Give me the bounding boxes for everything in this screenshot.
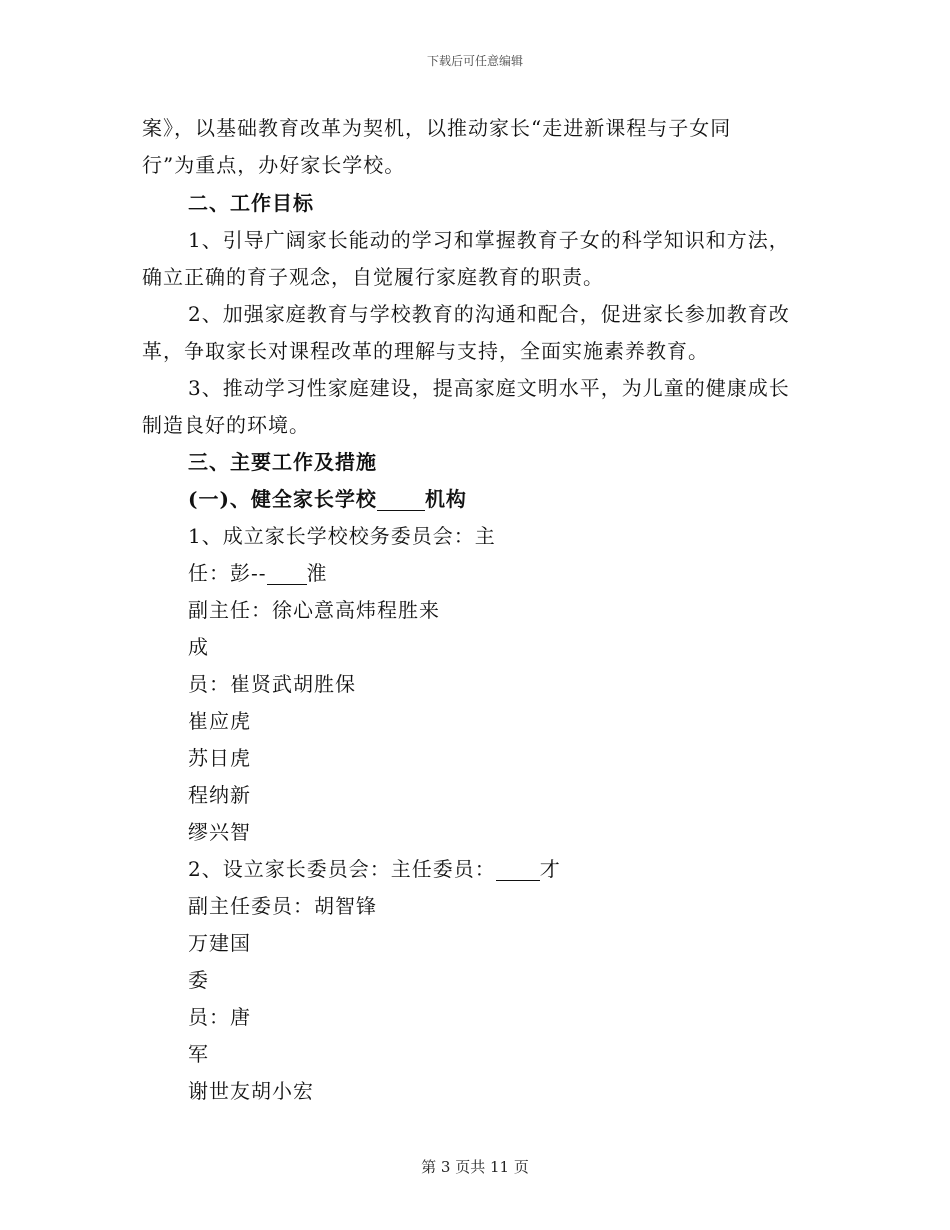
member-name: 苏日虎 bbox=[188, 746, 251, 770]
intro-line-1: 案》，以基础教育改革为契机，以推动家长“走进新课程与子女同 bbox=[142, 116, 732, 140]
item-1: 1、成立家长学校校务委员会：主 bbox=[188, 524, 496, 548]
blank-underline bbox=[496, 860, 540, 881]
subsection-1-suffix: 机构 bbox=[424, 487, 467, 511]
director-prefix: 任：彭-- bbox=[188, 561, 267, 585]
item-2 bbox=[188, 857, 561, 881]
subsection-1-title bbox=[188, 487, 467, 511]
director-suffix: 淮 bbox=[306, 561, 328, 585]
committee-label-a: 委 bbox=[188, 968, 209, 992]
vice-director-line: 副主任：徐心意高炜程胜来 bbox=[188, 598, 440, 622]
section-3-title: 三、主要工作及措施 bbox=[188, 450, 377, 474]
page-header-note: 下载后可任意编辑 bbox=[426, 54, 523, 68]
item-2-suffix: 才 bbox=[539, 857, 561, 881]
member-name: 谢世友胡小宏 bbox=[188, 1079, 314, 1103]
members-label-b: 员：崔贤武胡胜保 bbox=[188, 672, 356, 696]
section-2-title: 二、工作目标 bbox=[188, 191, 314, 215]
goal-3-line-2: 制造良好的环境。 bbox=[142, 413, 310, 437]
vice-chair-line: 副主任委员：胡智锋 bbox=[188, 894, 377, 918]
goal-3-line-1: 3、推动学习性家庭建设，提高家庭文明水平，为儿童的健康成长 bbox=[188, 376, 790, 400]
blank-underline bbox=[377, 490, 425, 511]
members-label-a: 成 bbox=[188, 635, 209, 659]
intro-line-2: 行”为重点，办好家长学校。 bbox=[142, 153, 406, 177]
blank-underline bbox=[267, 564, 307, 585]
page-footer-number: 第 3 页共 11 页 bbox=[421, 1158, 529, 1176]
subsection-1-prefix: (一)、健全家长学校 bbox=[188, 487, 377, 511]
member-name: 军 bbox=[188, 1042, 209, 1066]
member-name: 崔应虎 bbox=[188, 709, 251, 733]
director-line bbox=[188, 561, 328, 585]
goal-2-line-2: 革，争取家长对课程改革的理解与支持，全面实施素养教育。 bbox=[142, 339, 709, 363]
member-name: 程纳新 bbox=[188, 783, 251, 807]
member-name: 缪兴智 bbox=[188, 820, 251, 844]
goal-1-line-1: 1、引导广阔家长能动的学习和掌握教育子女的科学知识和方法， bbox=[188, 228, 790, 252]
member-name: 万建国 bbox=[188, 931, 251, 955]
item-2-prefix: 2、设立家长委员会：主任委员： bbox=[188, 857, 496, 881]
goal-2-line-1: 2、加强家庭教育与学校教育的沟通和配合，促进家长参加教育改 bbox=[188, 302, 790, 326]
goal-1-line-2: 确立正确的育子观念，自觉履行家庭教育的职责。 bbox=[142, 265, 604, 289]
committee-label-b: 员：唐 bbox=[188, 1005, 251, 1029]
